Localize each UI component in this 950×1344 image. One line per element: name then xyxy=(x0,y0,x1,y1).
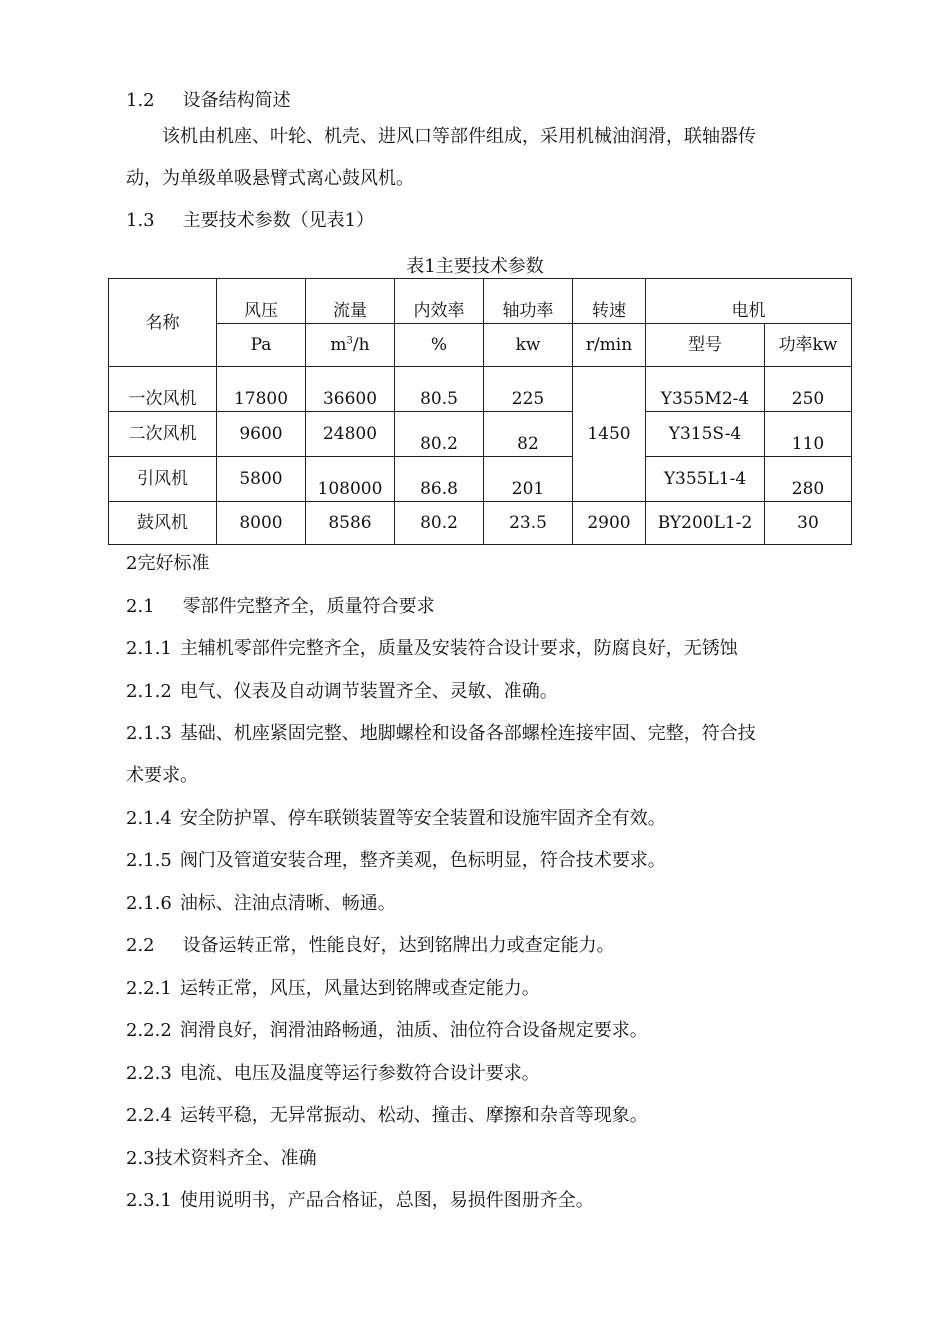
section-title: 设备结构简述 xyxy=(182,90,291,111)
table-row xyxy=(109,412,852,457)
cell-pressure: 17800 xyxy=(217,367,306,412)
section-number: 1.2 xyxy=(126,90,155,111)
section-heading-2-2 xyxy=(126,934,615,958)
cell-pressure: 5800 xyxy=(217,457,306,502)
item-number: 2.3.1 xyxy=(126,1190,172,1211)
cell-shaft-power: 82 xyxy=(484,412,573,457)
table-caption: 表1主要技术参数 xyxy=(406,256,544,277)
item-number: 2.2.3 xyxy=(126,1063,172,1084)
cell-shaft-power: 201 xyxy=(484,457,573,502)
cell-model: Y355M2-4 xyxy=(646,367,765,412)
section-heading-2-1 xyxy=(126,595,435,619)
cell-flow: 108000 xyxy=(306,457,395,502)
list-item-2-1-6 xyxy=(126,892,396,916)
item-text: 电流、电压及温度等运行参数符合设计要求。 xyxy=(179,1063,540,1084)
section-title: 设备运转正常，性能良好，达到铭牌出力或查定能力。 xyxy=(182,935,615,956)
table-header-row xyxy=(109,279,852,324)
cell-name: 鼓风机 xyxy=(109,502,217,545)
parameters-table xyxy=(108,278,852,545)
section-heading-2 xyxy=(126,552,209,576)
paragraph-line: 该机由机座、叶轮、机壳、进风口等部件组成，采用机械油润滑，联轴器传 xyxy=(162,126,756,147)
item-text: 使用说明书，产品合格证，总图，易损件图册齐全。 xyxy=(179,1190,594,1211)
cell-motor-power: 30 xyxy=(765,502,852,545)
section-title: 主要技术参数（见表1） xyxy=(182,210,375,231)
item-text: 阀门及管道安装合理，整齐美观，色标明显，符合技术要求。 xyxy=(179,850,666,871)
list-item-2-1-5 xyxy=(126,849,666,873)
section-heading-1-2 xyxy=(126,89,291,113)
item-text: 安全防护罩、停车联锁装置等安全装置和设施牢固齐全有效。 xyxy=(179,808,666,829)
header-model: 型号 xyxy=(646,324,765,367)
item-number: 2.2.4 xyxy=(126,1105,172,1126)
item-number: 2.1.6 xyxy=(126,893,172,914)
item-number: 2.1.3 xyxy=(126,723,172,744)
table-row xyxy=(109,367,852,412)
header-flow: 流量 xyxy=(306,279,395,324)
item-text: 主辅机零部件完整齐全，质量及安装符合设计要求，防腐良好，无锈蚀 xyxy=(179,638,738,659)
list-item-2-1-2 xyxy=(126,680,558,704)
list-item-2-2-1 xyxy=(126,977,540,1001)
cell-flow: 8586 xyxy=(306,502,395,545)
section-title: 完好标准 xyxy=(137,553,210,574)
header-pressure: 风压 xyxy=(217,279,306,324)
cell-motor-power: 250 xyxy=(765,367,852,412)
cell-efficiency: 80.2 xyxy=(395,412,484,457)
header-motor: 电机 xyxy=(646,279,852,324)
unit-flow: $m^3/h$ xyxy=(306,324,395,367)
item-number: 2.1.2 xyxy=(126,681,172,702)
item-number: 2.2.2 xyxy=(126,1020,172,1041)
item-text: 运转正常，风压，风量达到铭牌或查定能力。 xyxy=(179,978,540,999)
cell-flow: 36600 xyxy=(306,367,395,412)
cell-name: 引风机 xyxy=(109,457,217,502)
cell-motor-power: 280 xyxy=(765,457,852,502)
paragraph-line: 动，为单级单吸悬臂式离心鼓风机。 xyxy=(126,168,414,189)
list-item-2-1-3 xyxy=(126,722,756,746)
section-title: 零部件完整齐全，质量符合要求 xyxy=(182,596,435,617)
list-item-2-2-2 xyxy=(126,1019,648,1043)
section-heading-1-3 xyxy=(126,209,374,233)
table-row xyxy=(109,457,852,502)
section-number: 2.1 xyxy=(126,596,155,617)
unit-pressure: Pa xyxy=(217,324,306,367)
cell-efficiency: 80.2 xyxy=(395,502,484,545)
item-text: 运转平稳，无异常振动、松动、撞击、摩擦和杂音等现象。 xyxy=(179,1105,648,1126)
cell-speed: 2900 xyxy=(573,502,646,545)
section-title: 技术资料齐全、准确 xyxy=(154,1148,317,1169)
cell-motor-power: 110 xyxy=(765,412,852,457)
item-text: 润滑良好，润滑油路畅通，油质、油位符合设备规定要求。 xyxy=(179,1020,648,1041)
item-number: 2.1.4 xyxy=(126,808,172,829)
list-item-2-3-1 xyxy=(126,1189,594,1213)
cell-name: 二次风机 xyxy=(109,412,217,457)
cell-name: 一次风机 xyxy=(109,367,217,412)
cell-shaft-power: 23.5 xyxy=(484,502,573,545)
cell-flow: 24800 xyxy=(306,412,395,457)
item-number: 2.1.5 xyxy=(126,850,172,871)
cell-efficiency: 86.8 xyxy=(395,457,484,502)
unit-efficiency: % xyxy=(395,324,484,367)
cell-model: BY200L1-2 xyxy=(646,502,765,545)
cell-efficiency: 80.5 xyxy=(395,367,484,412)
header-name: 名称 xyxy=(109,279,217,367)
table-unit-row xyxy=(109,324,852,367)
unit-speed: r/min xyxy=(573,324,646,367)
header-efficiency: 内效率 xyxy=(395,279,484,324)
section-number: 2 xyxy=(126,553,138,574)
cell-model: Y315S-4 xyxy=(646,412,765,457)
list-item-2-2-3 xyxy=(126,1062,540,1086)
cell-shaft-power: 225 xyxy=(484,367,573,412)
item-text: 基础、机座紧固完整、地脚螺栓和设备各部螺栓连接牢固、完整，符合技 xyxy=(179,723,756,744)
cell-pressure: 9600 xyxy=(217,412,306,457)
cell-model: Y355L1-4 xyxy=(646,457,765,502)
cell-speed-shared: 1450 xyxy=(573,367,646,502)
list-item-continuation: 术要求。 xyxy=(126,765,198,786)
table-row xyxy=(109,502,852,545)
item-number: 2.1.1 xyxy=(126,638,172,659)
section-number: 2.3 xyxy=(126,1148,155,1169)
list-item-2-1-1 xyxy=(126,637,738,661)
list-item-2-1-4 xyxy=(126,807,666,831)
header-motor-power: 功率kw xyxy=(765,324,852,367)
header-speed: 转速 xyxy=(573,279,646,324)
item-text: 电气、仪表及自动调节装置齐全、灵敏、准确。 xyxy=(179,681,558,702)
header-shaft-power: 轴功率 xyxy=(484,279,573,324)
item-text: 油标、注油点清晰、畅通。 xyxy=(179,893,396,914)
cell-pressure: 8000 xyxy=(217,502,306,545)
item-number: 2.2.1 xyxy=(126,978,172,999)
section-number: 2.2 xyxy=(126,935,155,956)
unit-shaft-power: kw xyxy=(484,324,573,367)
list-item-2-2-4 xyxy=(126,1104,648,1128)
section-heading-2-3 xyxy=(126,1147,317,1171)
section-number: 1.3 xyxy=(126,210,155,231)
